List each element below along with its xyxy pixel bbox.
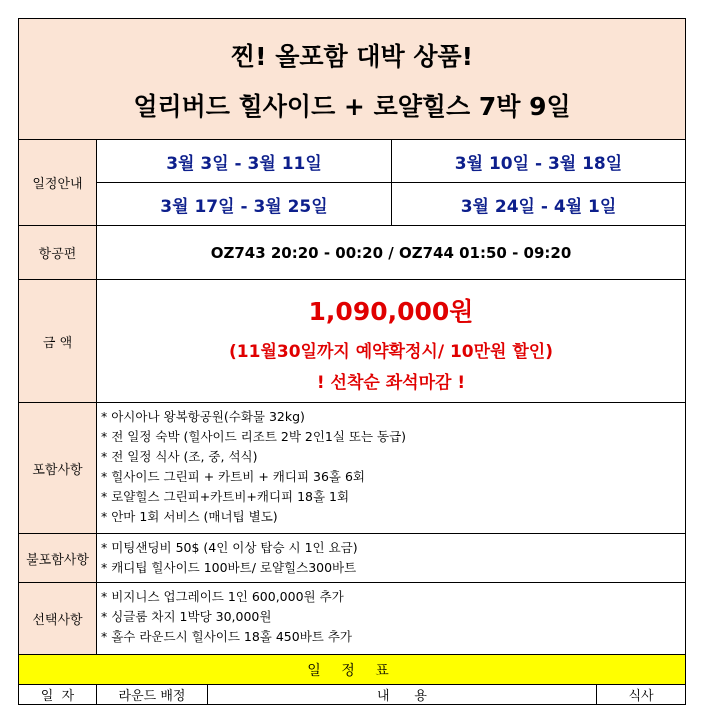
price-label: 금 액 xyxy=(42,335,73,351)
price-discount: (11월30일까지 예약확정시/ 10만원 할인) xyxy=(229,341,553,362)
included-item: * 힐사이드 그린피 + 카트비 + 캐디피 36홀 6회 xyxy=(101,469,365,484)
included-item: * 전 일정 숙박 (힐사이드 리조트 2박 2인1실 또는 동급) xyxy=(101,429,407,444)
price-amount: 1,090,000원 xyxy=(308,297,474,326)
included-item: * 안마 1회 서비스 (매너팁 별도) xyxy=(101,509,278,524)
schedule-date-cell-3 xyxy=(96,182,392,226)
included-label-cell xyxy=(18,402,97,534)
column-header-round: 라운드 배정 xyxy=(118,689,186,704)
options-list xyxy=(101,587,352,647)
flight-label-cell xyxy=(18,225,97,280)
column-header-content: 내 용 xyxy=(377,689,427,704)
itinerary-title-bar xyxy=(18,654,686,685)
included-label: 포함사항 xyxy=(32,462,83,478)
options-label-cell xyxy=(18,582,97,655)
price-value-cell xyxy=(96,279,686,403)
flight-value-cell xyxy=(96,225,686,280)
excluded-item: * 미팅샌딩비 50$ (4인 이상 탑승 시 1인 요금) xyxy=(101,540,358,555)
options-item: * 홀수 라운드시 힐사이드 18홀 450바트 추가 xyxy=(101,629,352,644)
schedule-date-cell-4 xyxy=(391,182,686,226)
excluded-item: * 캐디팁 힐사이드 100바트/ 로얄힐스300바트 xyxy=(101,560,357,575)
price-notice: ! 선착순 좌석마감 ! xyxy=(316,372,466,393)
schedule-date-1: 3월 3일 - 3월 11일 xyxy=(166,153,322,174)
title-line-2: 얼리버드 힐사이드 + 로얄힐스 7박 9일 xyxy=(133,92,571,121)
included-item: * 아시아나 왕복항공원(수화물 32kg) xyxy=(101,409,305,424)
title-line-1: 찐! 올포함 대박 상품! xyxy=(230,42,474,71)
excluded-list-cell xyxy=(96,533,686,583)
included-item: * 전 일정 식사 (조, 중, 석식) xyxy=(101,449,258,464)
options-label: 선택사항 xyxy=(32,613,83,628)
included-list-cell xyxy=(96,402,686,534)
schedule-date-cell-1 xyxy=(96,139,392,183)
included-item: * 로얄힐스 그린피+카트비+캐디피 18홀 1회 xyxy=(101,489,350,504)
column-header-content-cell xyxy=(207,684,597,705)
column-header-round-cell xyxy=(96,684,208,705)
schedule-date-4: 3월 24일 - 4월 1일 xyxy=(460,196,617,217)
schedule-date-3: 3월 17일 - 3월 25일 xyxy=(160,196,328,217)
excluded-label-cell xyxy=(18,533,97,583)
schedule-label-cell xyxy=(18,139,97,226)
options-item: * 비지니스 업그레이드 1인 600,000원 추가 xyxy=(101,589,344,604)
options-list-cell xyxy=(96,582,686,655)
price-label-cell xyxy=(18,279,97,403)
column-header-meal: 식사 xyxy=(628,689,654,704)
schedule-date-cell-2 xyxy=(391,139,686,183)
column-header-date-cell xyxy=(18,684,97,705)
flight-label: 항공편 xyxy=(38,247,77,262)
schedule-date-2: 3월 10일 - 3월 18일 xyxy=(454,153,623,174)
itinerary-title: 일 정 표 xyxy=(307,662,397,679)
excluded-label: 불포함사항 xyxy=(26,552,89,568)
column-header-meal-cell xyxy=(596,684,686,705)
included-list xyxy=(101,407,406,527)
excluded-list xyxy=(101,538,358,578)
schedule-label: 일정안내 xyxy=(32,177,83,192)
title-header xyxy=(18,18,686,140)
flight-value: OZ743 20:20 - 00:20 / OZ744 01:50 - 09:20 xyxy=(210,243,572,262)
column-header-date: 일 자 xyxy=(40,689,75,704)
options-item: * 싱글룸 차지 1박당 30,000원 xyxy=(101,609,272,624)
